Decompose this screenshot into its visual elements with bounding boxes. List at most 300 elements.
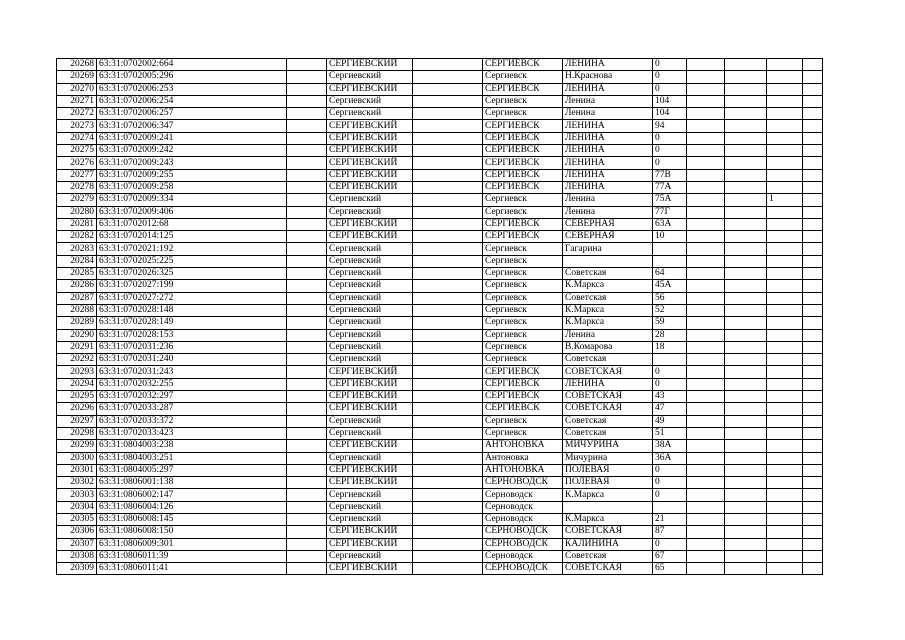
blank-col-4-cell — [725, 132, 767, 144]
street-cell: ЛЕНИНА — [563, 120, 653, 132]
row-number-cell: 20274 — [57, 132, 97, 144]
blank-col-4-cell — [725, 231, 767, 243]
blank-col-4-cell — [725, 452, 767, 464]
blank-col-2-cell — [413, 489, 483, 501]
extra-flag-cell — [767, 391, 803, 403]
cadastral-number-cell: 63:31:0702028:153 — [97, 329, 287, 341]
house-number-cell — [653, 501, 687, 513]
blank-col-2-cell — [413, 280, 483, 292]
row-number-cell: 20286 — [57, 280, 97, 292]
blank-col-4-cell — [725, 169, 767, 181]
table-row — [57, 378, 823, 390]
house-number-cell: 36А — [653, 452, 687, 464]
row-number-cell: 20295 — [57, 391, 97, 403]
row-number-cell: 20275 — [57, 145, 97, 157]
blank-col-2-cell — [413, 304, 483, 316]
cadastral-number-cell: 63:31:0702028:148 — [97, 304, 287, 316]
house-number-cell: 0 — [653, 464, 687, 476]
blank-col-5-cell — [803, 563, 823, 575]
blank-col-4-cell — [725, 280, 767, 292]
blank-col-5-cell — [803, 329, 823, 341]
blank-col-4-cell — [725, 181, 767, 193]
table-row — [57, 329, 823, 341]
table-row — [57, 120, 823, 132]
blank-col-cell — [287, 341, 327, 353]
blank-col-2-cell — [413, 329, 483, 341]
settlement-cell: Сергиевск — [483, 415, 563, 427]
district-cell: СЕРГИЕВСКИЙ — [327, 526, 413, 538]
blank-col-4-cell — [725, 120, 767, 132]
blank-col-5-cell — [803, 95, 823, 107]
district-cell: СЕРГИЕВСКИЙ — [327, 145, 413, 157]
district-cell: СЕРГИЕВСКИЙ — [327, 83, 413, 95]
table-row — [57, 440, 823, 452]
blank-col-3-cell — [687, 317, 725, 329]
extra-flag-cell — [767, 501, 803, 513]
blank-col-3-cell — [687, 71, 725, 83]
house-number-cell: 45А — [653, 280, 687, 292]
extra-flag-cell — [767, 477, 803, 489]
extra-flag-cell — [767, 231, 803, 243]
blank-col-5-cell — [803, 526, 823, 538]
house-number-cell: 28 — [653, 329, 687, 341]
blank-col-4-cell — [725, 538, 767, 550]
blank-col-5-cell — [803, 292, 823, 304]
house-number-cell: 0 — [653, 477, 687, 489]
cadastral-number-cell: 63:31:0702006:254 — [97, 95, 287, 107]
settlement-cell: СЕРГИЕВСК — [483, 120, 563, 132]
blank-col-2-cell — [413, 145, 483, 157]
blank-col-3-cell — [687, 145, 725, 157]
blank-col-4-cell — [725, 71, 767, 83]
blank-col-5-cell — [803, 243, 823, 255]
house-number-cell: 0 — [653, 83, 687, 95]
house-number-cell: 104 — [653, 108, 687, 120]
cadastral-number-cell: 63:31:0702009:406 — [97, 206, 287, 218]
cadastral-number-cell: 63:31:0702031:240 — [97, 354, 287, 366]
blank-col-2-cell — [413, 120, 483, 132]
extra-flag-cell — [767, 452, 803, 464]
house-number-cell: 64 — [653, 268, 687, 280]
blank-col-3-cell — [687, 489, 725, 501]
blank-col-3-cell — [687, 255, 725, 267]
blank-col-3-cell — [687, 59, 725, 71]
table-row — [57, 206, 823, 218]
extra-flag-cell — [767, 280, 803, 292]
blank-col-4-cell — [725, 415, 767, 427]
table-row — [57, 477, 823, 489]
extra-flag-cell — [767, 427, 803, 439]
settlement-cell: Сергиевск — [483, 317, 563, 329]
extra-flag-cell — [767, 132, 803, 144]
blank-col-2-cell — [413, 550, 483, 562]
blank-col-5-cell — [803, 403, 823, 415]
cadastral-number-cell: 63:31:0702009:334 — [97, 194, 287, 206]
cadastral-number-cell: 63:31:0702033:287 — [97, 403, 287, 415]
row-number-cell: 20270 — [57, 83, 97, 95]
extra-flag-cell — [767, 550, 803, 562]
blank-col-2-cell — [413, 538, 483, 550]
district-cell: Сергиевский — [327, 243, 413, 255]
blank-col-3-cell — [687, 440, 725, 452]
district-cell: СЕРГИЕВСКИЙ — [327, 231, 413, 243]
street-cell: МИЧУРИНА — [563, 440, 653, 452]
table-row — [57, 464, 823, 476]
blank-col-5-cell — [803, 513, 823, 525]
blank-col-2-cell — [413, 157, 483, 169]
blank-col-4-cell — [725, 354, 767, 366]
row-number-cell: 20279 — [57, 194, 97, 206]
table-row — [57, 538, 823, 550]
blank-col-4-cell — [725, 563, 767, 575]
extra-flag-cell — [767, 255, 803, 267]
street-cell: Советская — [563, 354, 653, 366]
district-cell: СЕРГИЕВСКИЙ — [327, 366, 413, 378]
table-row — [57, 304, 823, 316]
extra-flag-cell — [767, 292, 803, 304]
district-cell: Сергиевский — [327, 452, 413, 464]
extra-flag-cell — [767, 354, 803, 366]
extra-flag-cell — [767, 218, 803, 230]
row-number-cell: 20278 — [57, 181, 97, 193]
row-number-cell: 20273 — [57, 120, 97, 132]
blank-col-3-cell — [687, 477, 725, 489]
row-number-cell: 20308 — [57, 550, 97, 562]
street-cell: К.Маркса — [563, 304, 653, 316]
table-row — [57, 427, 823, 439]
district-cell: СЕРГИЕВСКИЙ — [327, 538, 413, 550]
settlement-cell: Сергиевск — [483, 427, 563, 439]
table-row — [57, 280, 823, 292]
street-cell: Советская — [563, 550, 653, 562]
extra-flag-cell — [767, 108, 803, 120]
blank-col-4-cell — [725, 145, 767, 157]
blank-col-5-cell — [803, 427, 823, 439]
extra-flag-cell — [767, 95, 803, 107]
blank-col-4-cell — [725, 83, 767, 95]
cadastral-number-cell: 63:31:0806008:150 — [97, 526, 287, 538]
district-cell: СЕРГИЕВСКИЙ — [327, 181, 413, 193]
street-cell: К.Маркса — [563, 280, 653, 292]
house-number-cell: 75А — [653, 194, 687, 206]
blank-col-cell — [287, 378, 327, 390]
blank-col-cell — [287, 169, 327, 181]
row-number-cell: 20268 — [57, 59, 97, 71]
row-number-cell: 20302 — [57, 477, 97, 489]
row-number-cell: 20282 — [57, 231, 97, 243]
blank-col-5-cell — [803, 169, 823, 181]
blank-col-cell — [287, 538, 327, 550]
cadastral-number-cell: 63:31:0806009:301 — [97, 538, 287, 550]
settlement-cell: Серноводск — [483, 513, 563, 525]
blank-col-4-cell — [725, 403, 767, 415]
house-number-cell: 10 — [653, 231, 687, 243]
district-cell: СЕРГИЕВСКИЙ — [327, 132, 413, 144]
settlement-cell: СЕРГИЕВСК — [483, 59, 563, 71]
district-cell: Сергиевский — [327, 304, 413, 316]
district-cell: СЕРГИЕВСКИЙ — [327, 563, 413, 575]
blank-col-cell — [287, 563, 327, 575]
row-number-cell: 20298 — [57, 427, 97, 439]
cadastral-number-cell: 63:31:0702009:255 — [97, 169, 287, 181]
table-row — [57, 71, 823, 83]
blank-col-2-cell — [413, 95, 483, 107]
cadastral-number-cell: 63:31:0806011:41 — [97, 563, 287, 575]
cadastral-number-cell: 63:31:0804003:251 — [97, 452, 287, 464]
row-number-cell: 20276 — [57, 157, 97, 169]
blank-col-3-cell — [687, 452, 725, 464]
street-cell — [563, 501, 653, 513]
blank-col-cell — [287, 157, 327, 169]
blank-col-5-cell — [803, 255, 823, 267]
house-number-cell: 87 — [653, 526, 687, 538]
blank-col-4-cell — [725, 550, 767, 562]
blank-col-4-cell — [725, 366, 767, 378]
settlement-cell: СЕРГИЕВСК — [483, 378, 563, 390]
street-cell: ЛЕНИНА — [563, 145, 653, 157]
district-cell: Сергиевский — [327, 255, 413, 267]
blank-col-cell — [287, 218, 327, 230]
house-number-cell: 104 — [653, 95, 687, 107]
settlement-cell: СЕРГИЕВСК — [483, 231, 563, 243]
district-cell: СЕРГИЕВСКИЙ — [327, 477, 413, 489]
district-cell: СЕРГИЕВСКИЙ — [327, 169, 413, 181]
blank-col-4-cell — [725, 268, 767, 280]
settlement-cell: Серноводск — [483, 489, 563, 501]
settlement-cell: СЕРНОВОДСК — [483, 477, 563, 489]
cadastral-number-cell: 63:31:0702027:272 — [97, 292, 287, 304]
street-cell: Ленина — [563, 206, 653, 218]
district-cell: Сергиевский — [327, 108, 413, 120]
settlement-cell: АНТОНОВКА — [483, 440, 563, 452]
settlement-cell: Сергиевск — [483, 280, 563, 292]
settlement-cell: Сергиевск — [483, 206, 563, 218]
blank-col-2-cell — [413, 403, 483, 415]
blank-col-3-cell — [687, 206, 725, 218]
blank-col-5-cell — [803, 71, 823, 83]
extra-flag-cell — [767, 526, 803, 538]
blank-col-2-cell — [413, 169, 483, 181]
settlement-cell: СЕРГИЕВСК — [483, 403, 563, 415]
blank-col-5-cell — [803, 157, 823, 169]
street-cell: Советская — [563, 292, 653, 304]
blank-col-2-cell — [413, 440, 483, 452]
extra-flag-cell — [767, 403, 803, 415]
settlement-cell: АНТОНОВКА — [483, 464, 563, 476]
street-cell — [563, 255, 653, 267]
blank-col-5-cell — [803, 317, 823, 329]
house-number-cell: 77В — [653, 169, 687, 181]
blank-col-3-cell — [687, 120, 725, 132]
blank-col-3-cell — [687, 464, 725, 476]
settlement-cell: СЕРНОВОДСК — [483, 526, 563, 538]
district-cell: Сергиевский — [327, 513, 413, 525]
cadastral-number-cell: 63:31:0804003:238 — [97, 440, 287, 452]
row-number-cell: 20269 — [57, 71, 97, 83]
row-number-cell: 20271 — [57, 95, 97, 107]
row-number-cell: 20291 — [57, 341, 97, 353]
blank-col-cell — [287, 231, 327, 243]
row-number-cell: 20283 — [57, 243, 97, 255]
cadastral-number-cell: 63:31:0702026:325 — [97, 268, 287, 280]
blank-col-cell — [287, 268, 327, 280]
blank-col-3-cell — [687, 218, 725, 230]
blank-col-cell — [287, 427, 327, 439]
cadastral-number-cell: 63:31:0702014:125 — [97, 231, 287, 243]
blank-col-4-cell — [725, 292, 767, 304]
cadastral-number-cell: 63:31:0702027:199 — [97, 280, 287, 292]
house-number-cell: 51 — [653, 427, 687, 439]
cadastral-number-cell: 63:31:0806008:145 — [97, 513, 287, 525]
street-cell: Ленина — [563, 194, 653, 206]
district-cell: Сергиевский — [327, 415, 413, 427]
table-row — [57, 513, 823, 525]
table-row — [57, 563, 823, 575]
house-number-cell: 65 — [653, 563, 687, 575]
street-cell: Ленина — [563, 95, 653, 107]
district-cell: Сергиевский — [327, 268, 413, 280]
blank-col-4-cell — [725, 304, 767, 316]
blank-col-cell — [287, 108, 327, 120]
extra-flag-cell — [767, 563, 803, 575]
district-cell: Сергиевский — [327, 501, 413, 513]
blank-col-3-cell — [687, 292, 725, 304]
blank-col-5-cell — [803, 280, 823, 292]
blank-col-2-cell — [413, 366, 483, 378]
extra-flag-cell — [767, 181, 803, 193]
row-number-cell: 20301 — [57, 464, 97, 476]
extra-flag-cell: 1 — [767, 194, 803, 206]
blank-col-2-cell — [413, 71, 483, 83]
cadastral-number-cell: 63:31:0702021:192 — [97, 243, 287, 255]
blank-col-cell — [287, 132, 327, 144]
blank-col-cell — [287, 304, 327, 316]
district-cell: Сергиевский — [327, 71, 413, 83]
row-number-cell: 20306 — [57, 526, 97, 538]
table-row — [57, 354, 823, 366]
house-number-cell: 0 — [653, 71, 687, 83]
blank-col-2-cell — [413, 255, 483, 267]
blank-col-5-cell — [803, 341, 823, 353]
blank-col-5-cell — [803, 501, 823, 513]
blank-col-cell — [287, 243, 327, 255]
district-cell: СЕРГИЕВСКИЙ — [327, 403, 413, 415]
blank-col-4-cell — [725, 464, 767, 476]
row-number-cell: 20272 — [57, 108, 97, 120]
extra-flag-cell — [767, 145, 803, 157]
table-body — [57, 59, 823, 575]
house-number-cell: 77Г — [653, 206, 687, 218]
house-number-cell: 0 — [653, 132, 687, 144]
extra-flag-cell — [767, 317, 803, 329]
blank-col-cell — [287, 292, 327, 304]
settlement-cell: СЕРГИЕВСК — [483, 145, 563, 157]
blank-col-cell — [287, 452, 327, 464]
row-number-cell: 20303 — [57, 489, 97, 501]
house-number-cell: 0 — [653, 538, 687, 550]
blank-col-5-cell — [803, 268, 823, 280]
cadastral-number-cell: 63:31:0702002:664 — [97, 59, 287, 71]
blank-col-cell — [287, 59, 327, 71]
street-cell: СОВЕТСКАЯ — [563, 366, 653, 378]
blank-col-4-cell — [725, 243, 767, 255]
street-cell: ПОЛЕВАЯ — [563, 477, 653, 489]
blank-col-3-cell — [687, 95, 725, 107]
blank-col-4-cell — [725, 477, 767, 489]
blank-col-cell — [287, 366, 327, 378]
table-row — [57, 169, 823, 181]
street-cell: СЕВЕРНАЯ — [563, 231, 653, 243]
settlement-cell: Сергиевск — [483, 108, 563, 120]
house-number-cell: 0 — [653, 59, 687, 71]
blank-col-5-cell — [803, 538, 823, 550]
cadastral-number-cell: 63:31:0702009:242 — [97, 145, 287, 157]
house-number-cell — [653, 354, 687, 366]
extra-flag-cell — [767, 378, 803, 390]
blank-col-2-cell — [413, 206, 483, 218]
house-number-cell: 0 — [653, 489, 687, 501]
table-row — [57, 489, 823, 501]
house-number-cell: 49 — [653, 415, 687, 427]
table-row — [57, 268, 823, 280]
table-row — [57, 255, 823, 267]
cadastral-number-cell: 63:31:0804005:297 — [97, 464, 287, 476]
table-row — [57, 317, 823, 329]
house-number-cell: 38А — [653, 440, 687, 452]
blank-col-5-cell — [803, 83, 823, 95]
blank-col-3-cell — [687, 378, 725, 390]
blank-col-4-cell — [725, 194, 767, 206]
table-row — [57, 403, 823, 415]
cadastral-number-cell: 63:31:0702006:347 — [97, 120, 287, 132]
blank-col-5-cell — [803, 366, 823, 378]
blank-col-4-cell — [725, 391, 767, 403]
settlement-cell: Сергиевск — [483, 243, 563, 255]
blank-col-3-cell — [687, 181, 725, 193]
cadastral-number-cell: 63:31:0702031:243 — [97, 366, 287, 378]
row-number-cell: 20285 — [57, 268, 97, 280]
blank-col-4-cell — [725, 317, 767, 329]
house-number-cell: 77А — [653, 181, 687, 193]
blank-col-4-cell — [725, 218, 767, 230]
blank-col-2-cell — [413, 563, 483, 575]
table-row — [57, 145, 823, 157]
blank-col-5-cell — [803, 181, 823, 193]
blank-col-2-cell — [413, 132, 483, 144]
house-number-cell: 0 — [653, 378, 687, 390]
blank-col-2-cell — [413, 194, 483, 206]
row-number-cell: 20299 — [57, 440, 97, 452]
street-cell: ПОЛЕВАЯ — [563, 464, 653, 476]
blank-col-2-cell — [413, 354, 483, 366]
blank-col-2-cell — [413, 317, 483, 329]
blank-col-cell — [287, 391, 327, 403]
house-number-cell: 0 — [653, 366, 687, 378]
settlement-cell: СЕРГИЕВСК — [483, 218, 563, 230]
cadastral-number-cell: 63:31:0806002:147 — [97, 489, 287, 501]
blank-col-2-cell — [413, 452, 483, 464]
table-row — [57, 292, 823, 304]
blank-col-4-cell — [725, 59, 767, 71]
blank-col-cell — [287, 329, 327, 341]
blank-col-3-cell — [687, 354, 725, 366]
house-number-cell — [653, 255, 687, 267]
table-row — [57, 452, 823, 464]
extra-flag-cell — [767, 341, 803, 353]
blank-col-cell — [287, 83, 327, 95]
table-row — [57, 526, 823, 538]
extra-flag-cell — [767, 243, 803, 255]
